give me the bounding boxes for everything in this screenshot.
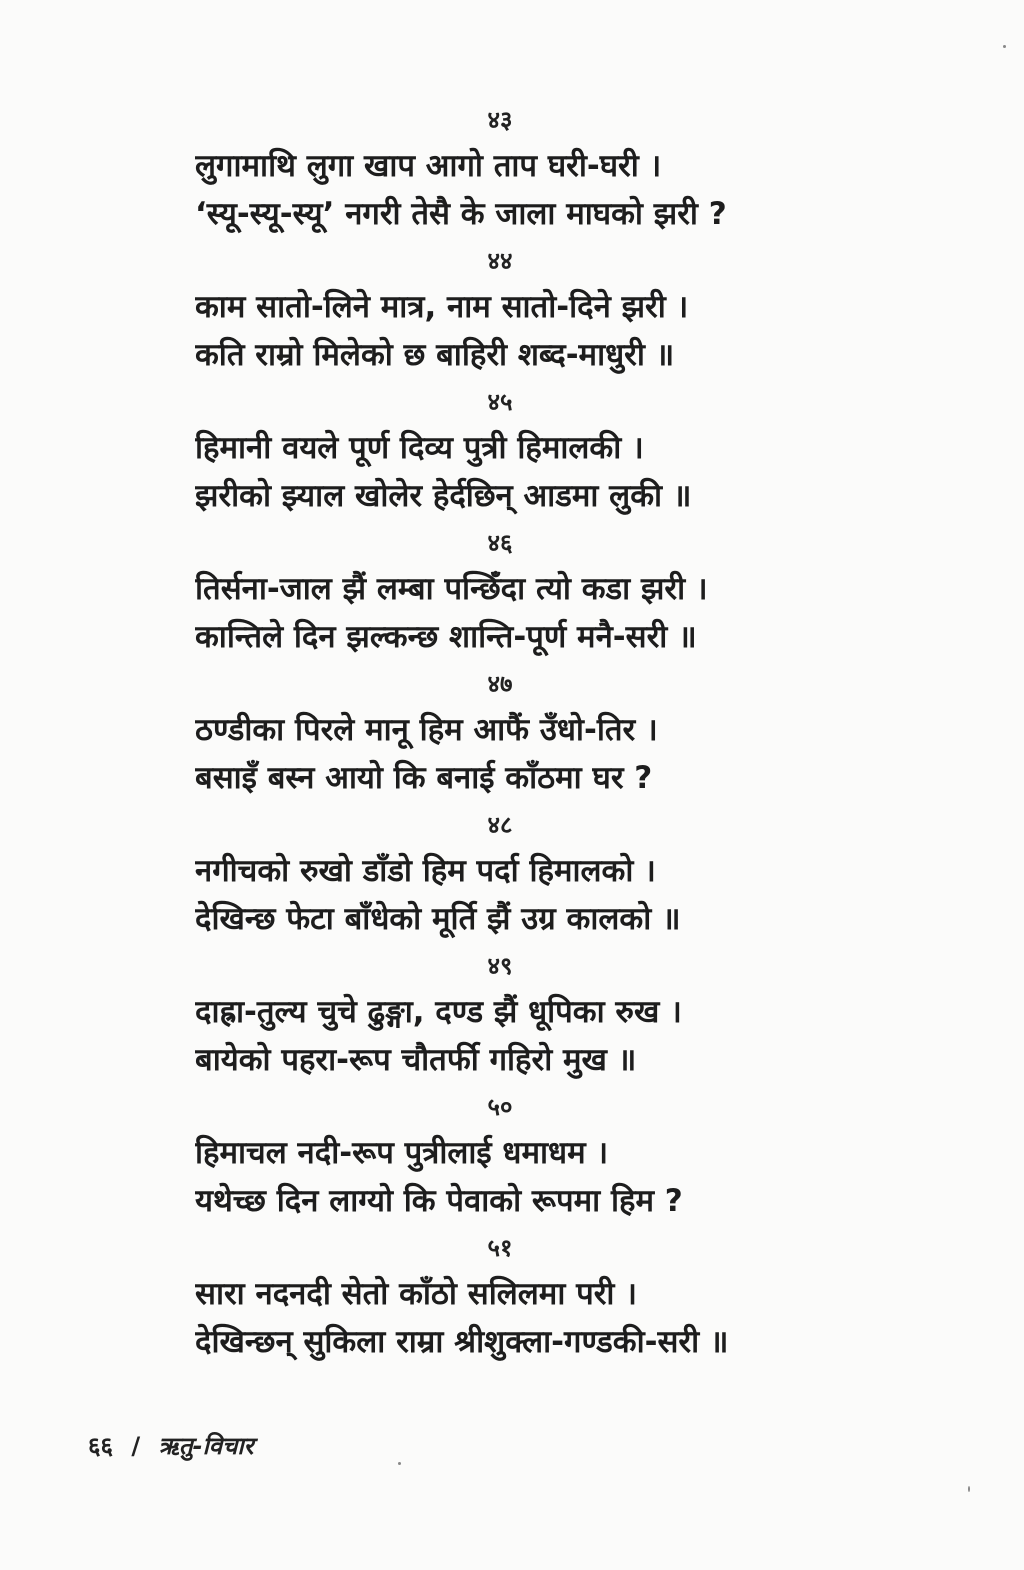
verse-line-2: देखिन्छन् सुकिला राम्रा श्रीशुक्ला-गण्डकी-सरी ॥ — [195, 1324, 729, 1360]
verse-45 — [195, 380, 805, 521]
verse-number: ४८ — [487, 811, 513, 839]
paper-speck — [1003, 45, 1006, 48]
verse-number: ४७ — [487, 670, 513, 698]
verse-line-1: हिमाचल नदी-रूप पुत्रीलाई धमाधम । — [195, 1135, 609, 1171]
page-footer — [88, 1428, 253, 1464]
verse-line-2: ‘स्यू-स्यू-स्यू’ नगरी तेसै के जाला माघको झरी ? — [195, 196, 727, 232]
paper-speck — [968, 1486, 970, 1492]
verse-number: ४६ — [487, 529, 513, 557]
verse-line-1: दाह्रा-तुल्य चुचे ढुङ्गा, दण्ड झैं धूपिका रुख । — [195, 994, 682, 1030]
verse-50 — [195, 1085, 805, 1226]
verse-number: ४३ — [487, 106, 513, 134]
verse-line-1: नगीचको रुखो डाँडो हिम पर्दा हिमालको । — [195, 853, 656, 889]
verse-number: ५० — [487, 1093, 513, 1121]
verse-line-1: सारा नदनदी सेतो काँठो सलिलमा परी । — [195, 1276, 637, 1312]
verse-48 — [195, 803, 805, 944]
verse-line-1: ठण्डीका पिरले मानू हिम आफैं उँधो-तिर । — [195, 712, 658, 748]
verse-46 — [195, 521, 805, 662]
verse-line-2: देखिन्छ फेटा बाँधेको मूर्ति झैं उग्र कालको ॥ — [195, 901, 681, 937]
verse-line-1: काम सातो-लिने मात्र, नाम सातो-दिने झरी । — [195, 289, 689, 325]
book-title: ऋतु-विचार — [158, 1432, 254, 1460]
verse-47 — [195, 662, 805, 803]
verse-list — [195, 98, 805, 1367]
verse-line-1: लुगामाथि लुगा खाप आगो ताप घरी-घरी । — [195, 148, 662, 184]
verse-43 — [195, 98, 805, 239]
verse-line-2: कति राम्रो मिलेको छ बाहिरी शब्द-माधुरी ॥ — [195, 337, 675, 373]
verse-number: ४९ — [487, 952, 513, 980]
verse-44 — [195, 239, 805, 380]
verse-line-2: बायेको पहरा-रूप चौतर्फी गहिरो मुख ॥ — [195, 1042, 637, 1078]
verse-line-1: हिमानी वयले पूर्ण दिव्य पुत्री हिमालकी । — [195, 430, 644, 466]
verse-49 — [195, 944, 805, 1085]
verse-line-2: बसाइँ बस्न आयो कि बनाई काँठमा घर ? — [195, 760, 653, 796]
verse-number: ४५ — [487, 388, 513, 416]
page-number: ६६ — [88, 1432, 113, 1460]
verse-line-2: कान्तिले दिन झल्कन्छ शान्ति-पूर्ण मनै-सरी ॥ — [195, 619, 697, 655]
verse-line-2: झरीको झ्याल खोलेर हेर्दछिन् आडमा लुकी ॥ — [195, 478, 692, 514]
paper-speck — [398, 1462, 401, 1465]
footer-separator: / — [131, 1432, 141, 1460]
verse-line-1: तिर्सना-जाल झैं लम्बा पन्छिँदा त्यो कडा झरी । — [195, 571, 708, 607]
verse-number: ४४ — [487, 247, 513, 275]
verse-number: ५१ — [487, 1234, 513, 1262]
verse-51 — [195, 1226, 805, 1367]
verse-line-2: यथेच्छ दिन लाग्यो कि पेवाको रूपमा हिम ? — [195, 1183, 683, 1219]
